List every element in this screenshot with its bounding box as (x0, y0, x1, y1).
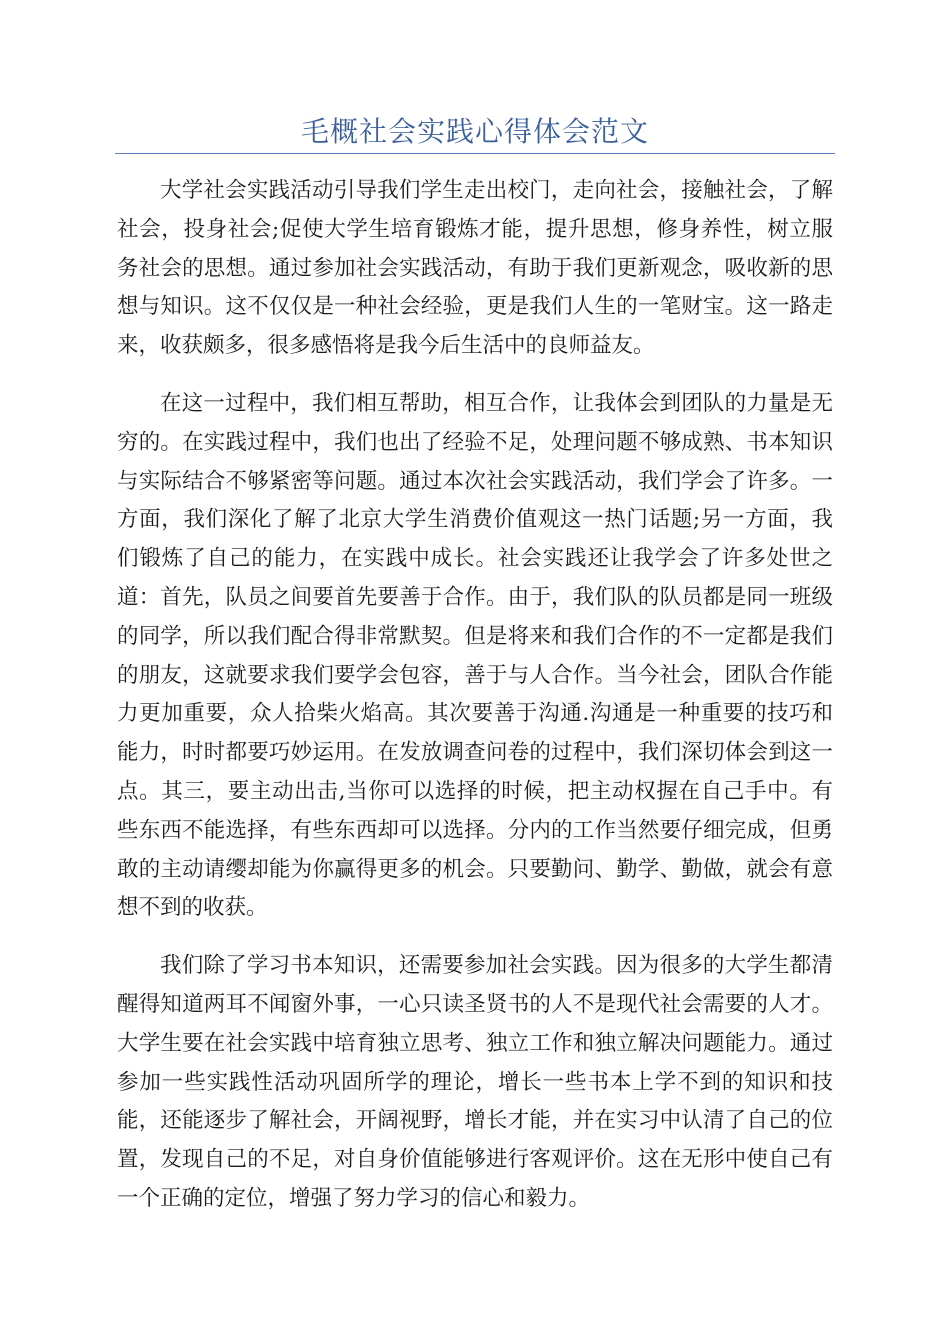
paragraph-2: 在这一过程中，我们相互帮助，相互合作，让我体会到团队的力量是无穷的。在实践过程中，我们也出了经验不足，处理问题不够成熟、书本知识与实际结合不够紧密等问题。通过本次社会实践活动，我们学会了许多。一方面，我们深化了解了北京大学生消费价值观这一热门话题;另一方面，我们锻炼了自己的能力，在实践中成长。社会实践还让我学会了许多处世之道：首先，队员之间要首先要善于合作。由于，我们队的队员都是同一班级的同学，所以我们配合得非常默契。但是将来和我们合作的不一定都是我们的朋友，这就要求我们要学会包容，善于与人合作。当今社会，团队合作能力更加重要，众人拾柴火焰高。其次要善于沟通.沟通是一种重要的技巧和能力，时时都要巧妙运用。在发放调查问卷的过程中，我们深切体会到这一点。其三，要主动出击,当你可以选择的时候，把主动权握在自己手中。有些东西不能选择，有些东西却可以选择。分内的工作当然要仔细完成，但勇敢的主动请缨却能为你赢得更多的机会。只要勤问、勤学、勤做，就会有意想不到的收获。 (117, 390, 833, 921)
document-body (117, 172, 833, 1238)
title-underline (115, 153, 835, 154)
paragraph-1: 大学社会实践活动引导我们学生走出校门，走向社会，接触社会，了解社会，投身社会;促使大学生培育锻炼才能，提升思想，修身养性，树立服务社会的思想。通过参加社会实践活动，有助于我们更新观念，吸收新的思想与知识。这不仅仅是一种社会经验，更是我们人生的一笔财宝。这一路走来，收获颇多，很多感悟将是我今后生活中的良师益友。 (117, 178, 833, 359)
document-title: 毛概社会实践心得体会范文 (300, 115, 649, 148)
paragraph-3: 我们除了学习书本知识，还需要参加社会实践。因为很多的大学生都清醒得知道两耳不闻窗外事，一心只读圣贤书的人不是现代社会需要的人才。大学生要在社会实践中培育独立思考、独立工作和独立解决问题能力。通过参加一些实践性活动巩固所学的理论，增长一些书本上学不到的知识和技能，还能逐步了解社会，开阔视野，增长才能，并在实习中认清了自己的位置，发现自己的不足，对自身价值能够进行客观评价。这在无形中使自己有一个正确的定位，增强了努力学习的信心和毅力。 (117, 953, 833, 1211)
